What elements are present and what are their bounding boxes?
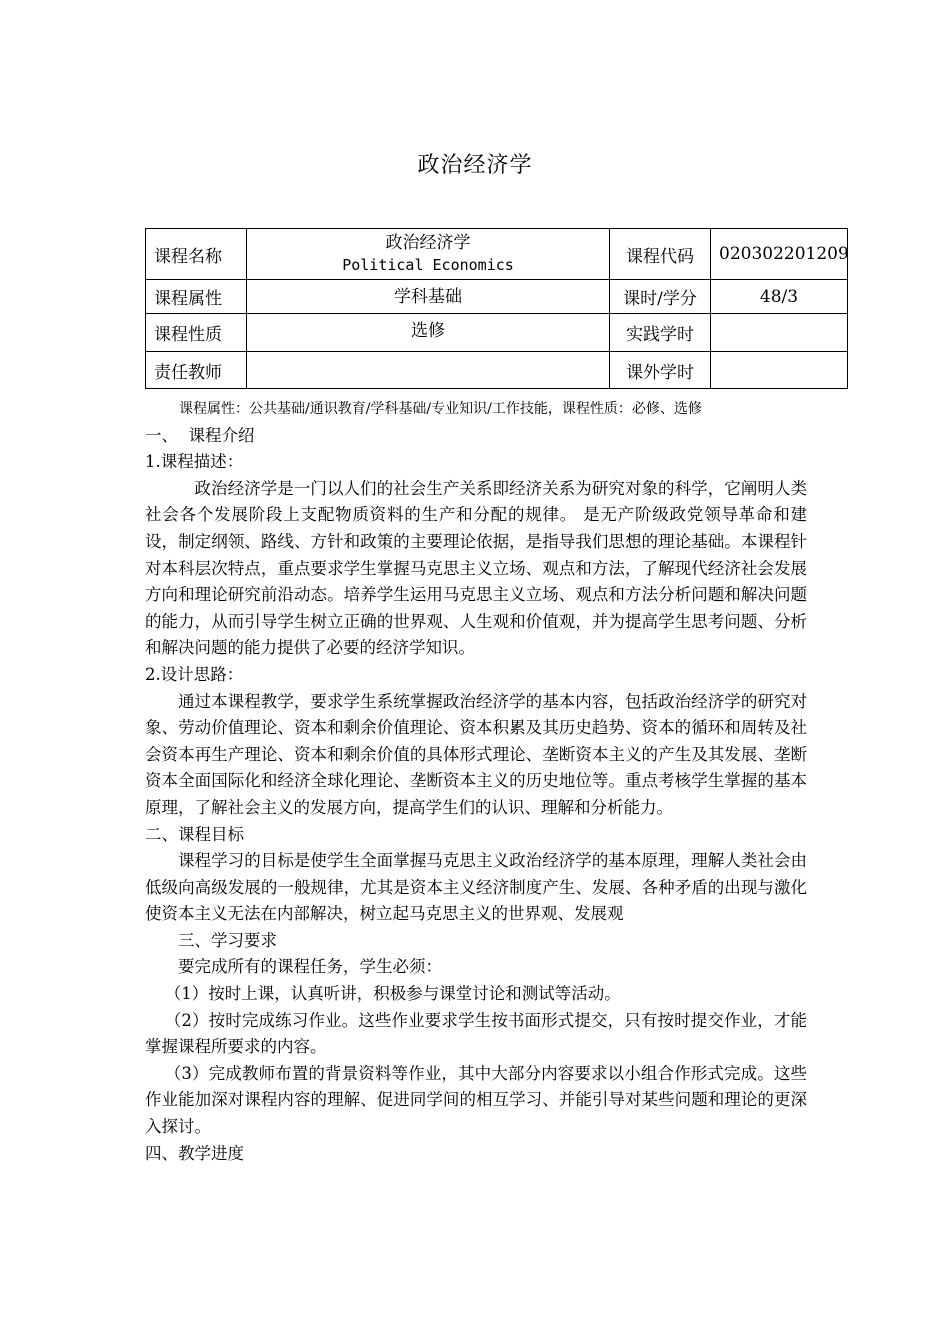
table-note: 课程属性：公共基础/通识教育/学科基础/专业知识/工作技能，课程性质：必修、选修	[179, 401, 702, 417]
course-info-table	[145, 228, 848, 389]
course-name-cn: 政治经济学	[385, 233, 471, 253]
teacher-value	[247, 352, 610, 389]
extra-hours-value	[711, 352, 848, 389]
course-name-en: Political Economics	[342, 256, 514, 274]
page-title: 政治经济学	[417, 153, 533, 178]
course-name-label: 课程名称	[146, 229, 247, 280]
requirement-item-3: （3）完成教师布置的背景资料等作业，其中大部分内容要求以小组合作形式完成。这些作业能加深对课程内容的理解、促进同学间的相互学习、并能引导对某些问题和理论的更深入探讨。	[145, 1063, 807, 1137]
section-3-heading: 三、学习要求	[178, 930, 277, 950]
practice-label: 实践学时	[610, 314, 711, 352]
section-4-heading: 四、教学进度	[145, 1143, 244, 1163]
extra-hours-label: 课外学时	[610, 352, 711, 389]
attribute-label: 课程属性	[146, 280, 247, 314]
practice-value	[711, 314, 848, 352]
course-description: 政治经济学是一门以人们的社会生产关系即经济关系为研究对象的科学，它阐明人类社会各个发展阶段上支配物质资料的生产和分配的规律。 是无产阶级政党领导革命和建设，制定纲领、路线、方针和政策的主要理论依据，是指导我们思想的理论基础。本课程针对本科层次特点，重点要求学生掌握马克思主义立场、观点和方法，了解现代经济社会发展方向和理论研究前沿动态。培养学生运用马克思主义立场、观点和方法分析问题和解决问题的能力，从而引导学生树立正确的世界观、人生观和价值观，并为提高学生思考问题、分析和解决问题的能力提供了必要的经济学知识。	[145, 478, 807, 658]
requirements-intro: 要完成所有的课程任务，学生必须：	[178, 957, 442, 977]
nature-label: 课程性质	[146, 314, 247, 352]
hours-label: 课时/学分	[610, 280, 711, 314]
requirement-item-2: （2）按时完成练习作业。这些作业要求学生按书面形式提交，只有按时提交作业，才能掌握课程所要求的内容。	[145, 1010, 807, 1057]
document-body	[145, 396, 807, 1167]
section-1-sub-2: 2.设计思路：	[145, 664, 244, 684]
design-idea: 通过本课程教学，要求学生系统掌握政治经济学的基本内容，包括政治经济学的研究对象、劳动价值理论、资本和剩余价值理论、资本积累及其历史趋势、资本的循环和周转及社会资本再生产理论、资本和剩余价值的具体形式理论、垄断资本主义的产生及其发展、垄断资本全面国际化和经济全球化理论、垄断资本主义的历史地位等。重点考核学生掌握的基本原理，了解社会主义的发展方向，提高学生们的认识、理解和分析能力。	[145, 691, 807, 817]
section-1-heading: 一、 课程介绍	[145, 425, 255, 445]
attribute-value: 学科基础	[247, 280, 610, 314]
course-code-value: 020302201209	[711, 229, 848, 280]
section-2-heading: 二、课程目标	[145, 824, 244, 844]
course-name-value	[247, 229, 610, 280]
section-1-sub-1: 1.课程描述：	[145, 452, 244, 472]
course-objective: 课程学习的目标是使学生全面掌握马克思主义政治经济学的基本原理，理解人类社会由低级向高级发展的一般规律，尤其是资本主义经济制度产生、发展、各种矛盾的出现与激化使资本主义无法在内部解决，树立起马克思主义的世界观、发展观	[145, 851, 807, 924]
requirement-item-1: （1）按时上课，认真听讲，积极参与课堂讨论和测试等活动。	[164, 984, 621, 1004]
nature-value: 选修	[247, 314, 610, 352]
hours-value: 48/3	[711, 280, 848, 314]
teacher-label: 责任教师	[146, 352, 247, 389]
course-code-label: 课程代码	[610, 229, 711, 280]
